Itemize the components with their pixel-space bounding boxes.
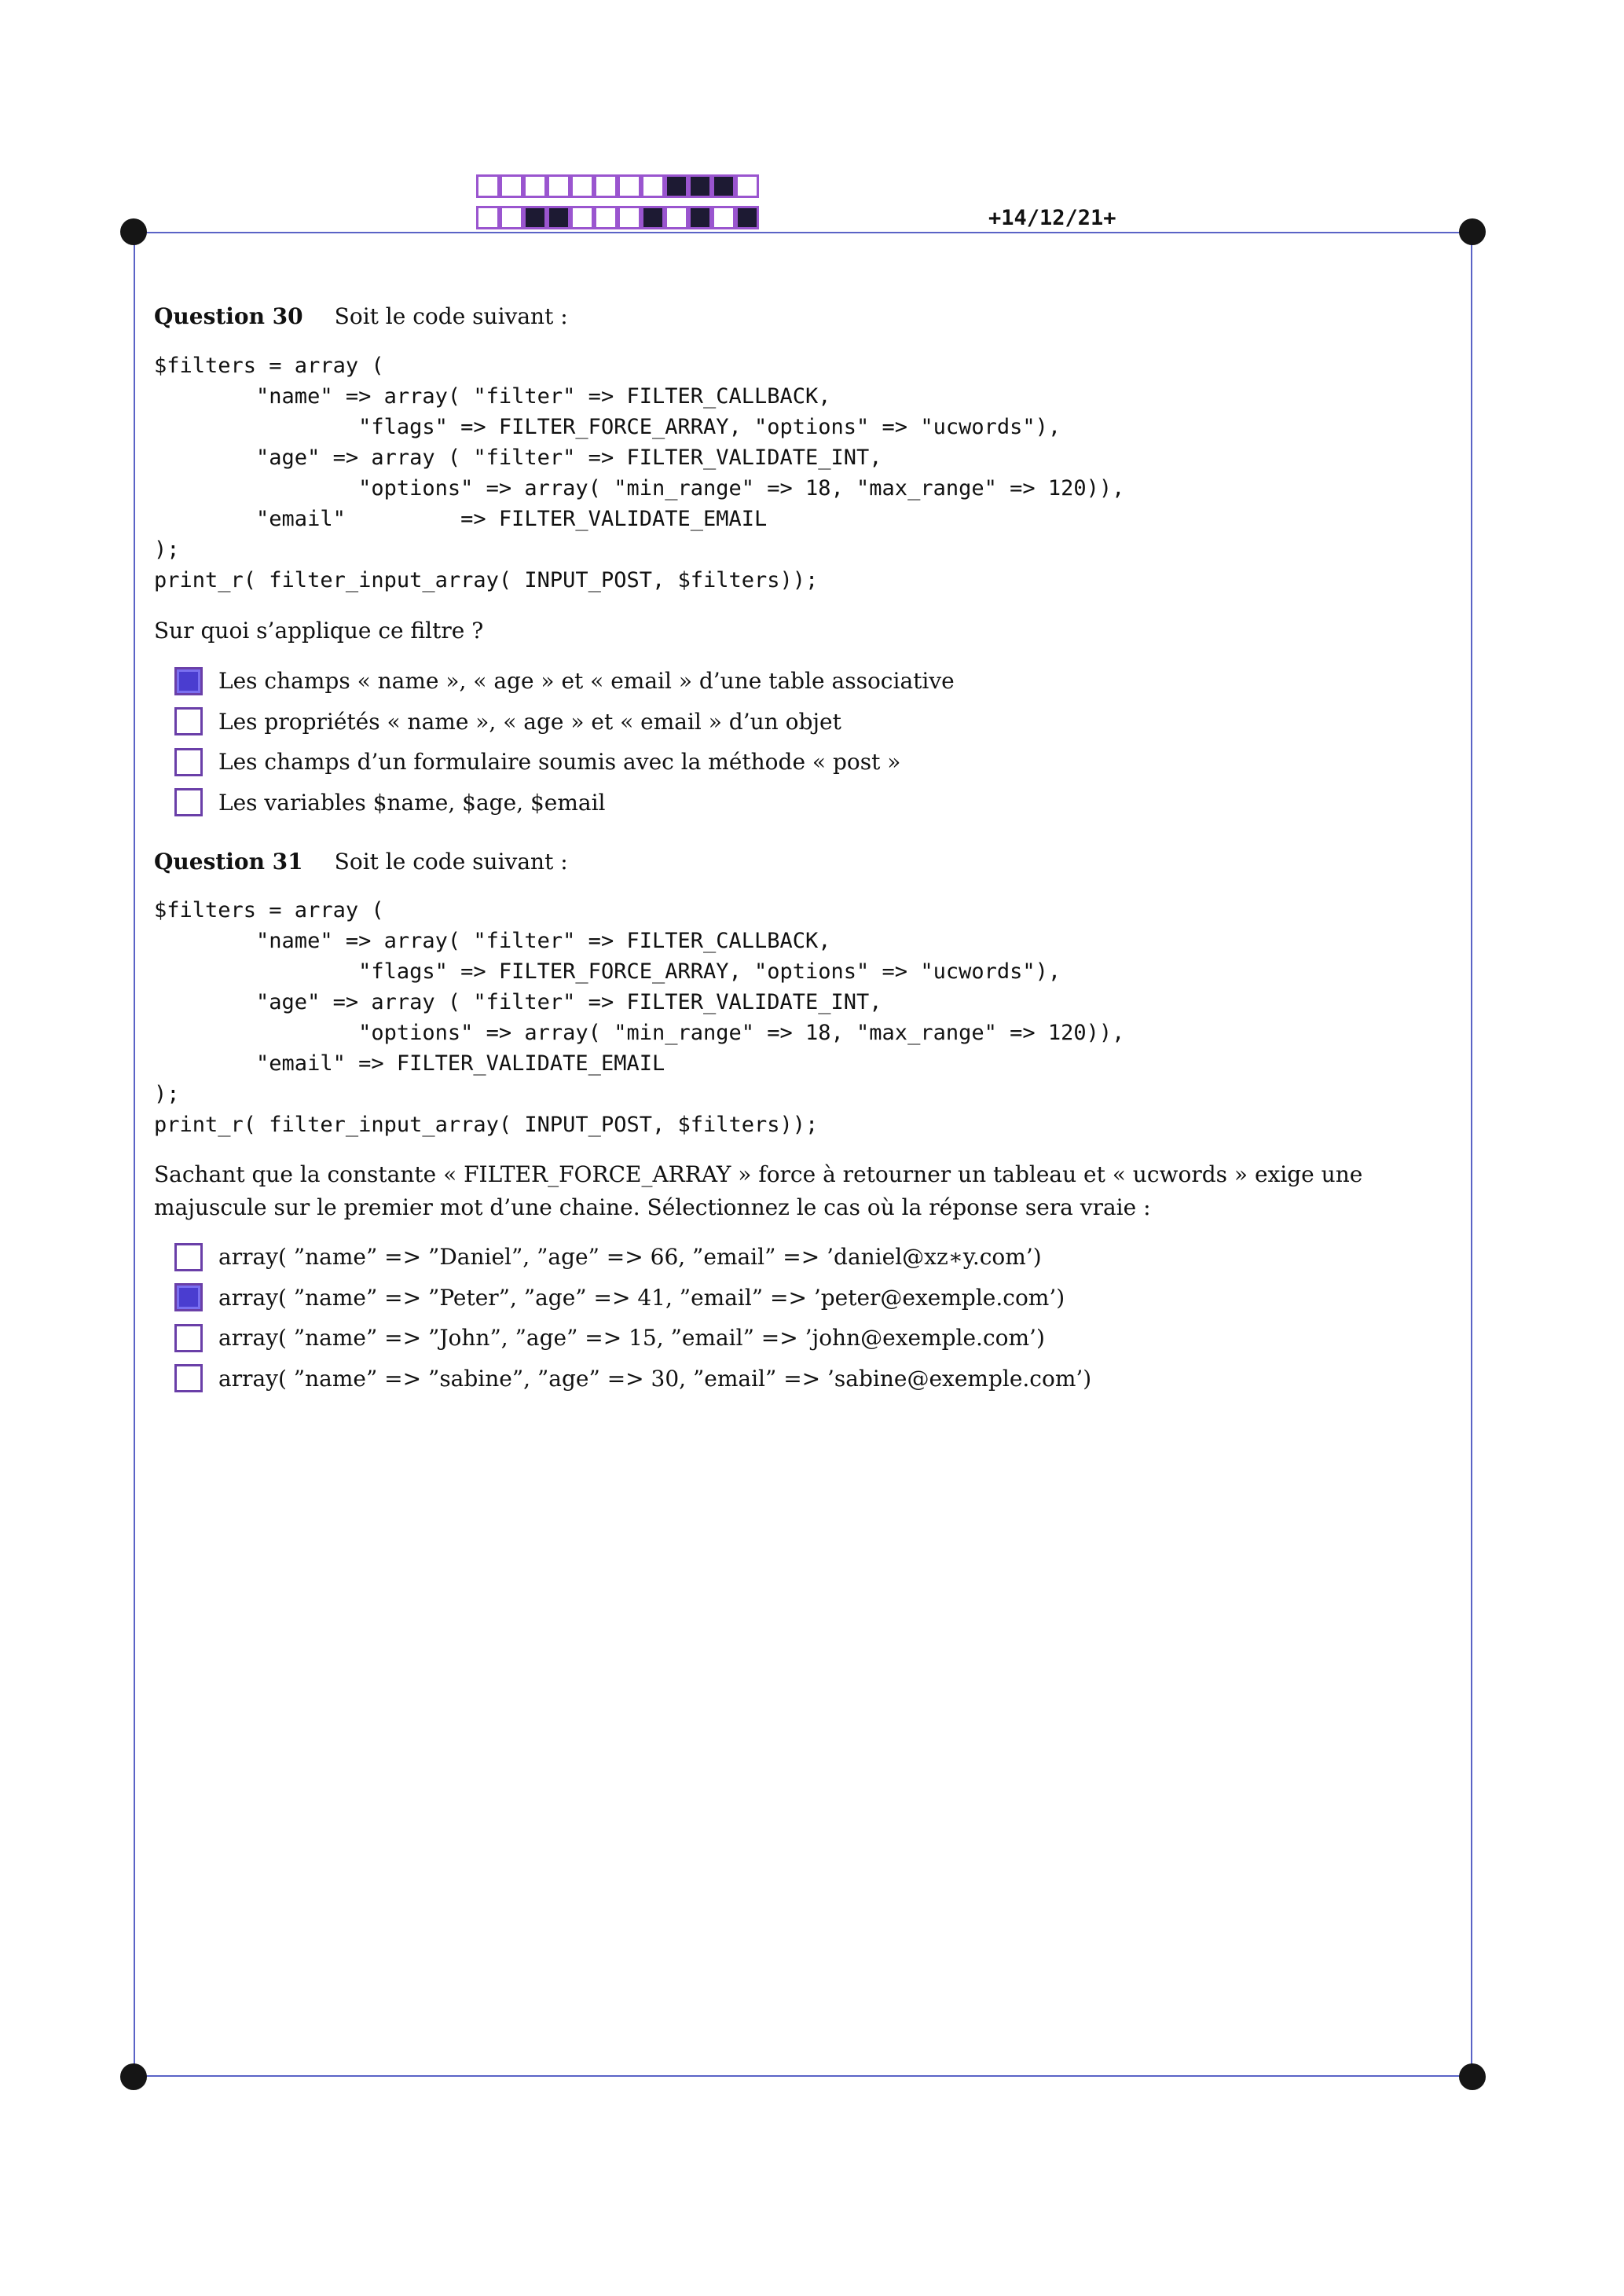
answer-option[interactable]: [174, 783, 955, 823]
question-30-prompt: Sur quoi s’applique ce filtre ?: [154, 618, 484, 644]
answer-option[interactable]: [174, 1318, 1091, 1359]
corner-mark-icon: [120, 218, 147, 245]
barcode-cell: [688, 206, 712, 229]
answer-option[interactable]: [174, 1359, 1091, 1399]
barcode-cell: [594, 206, 618, 229]
answer-label: array( ”name” => ”John”, ”age” => 15, ”email” => ’john@exemple.com’): [218, 1325, 1045, 1352]
question-31-code: $filters = array ( "name" => array( "filter" => FILTER_CALLBACK, "flags" => FILTER_FORCE_ARRAY, "options" => "ucwords"), "age" => array ( "filter" => FILTER_VALIDATE_INT, "options" => array( "min_range" => 18, "max_range" => 120)), "email" => FILTER_VALIDATE_EMAIL ); print_r( filter_input_array( INPUT_POST, $filters));: [154, 898, 1125, 1137]
barcode-cell: [712, 206, 735, 229]
corner-mark-icon: [1459, 218, 1486, 245]
barcode-cell: [476, 206, 500, 229]
barcode-cell: [476, 174, 500, 198]
barcode-cell: [665, 174, 688, 198]
barcode-cell: [735, 174, 759, 198]
question-number: Question 31: [154, 849, 303, 875]
corner-mark-icon: [1459, 2063, 1486, 2090]
barcode-cell: [547, 206, 570, 229]
answer-option[interactable]: [174, 702, 955, 743]
barcode-cell: [547, 174, 570, 198]
checkbox[interactable]: [174, 707, 203, 735]
answer-option[interactable]: [174, 742, 955, 783]
checkbox[interactable]: [174, 1283, 203, 1311]
barcode-cell: [641, 174, 665, 198]
checkbox[interactable]: [174, 1324, 203, 1352]
answer-label: array( ”name” => ”Peter”, ”age” => 41, ”email” => ’peter@exemple.com’): [218, 1284, 1065, 1311]
question-30-answers: [174, 661, 955, 823]
barcode-cell: [523, 174, 547, 198]
barcode-cell: [618, 174, 641, 198]
barcode-cell: [712, 174, 735, 198]
checkbox[interactable]: [174, 667, 203, 695]
question-30-code: $filters = array ( "name" => array( "filter" => FILTER_CALLBACK, "flags" => FILTER_FORCE_ARRAY, "options" => "ucwords"), "age" => array ( "filter" => FILTER_VALIDATE_INT, "options" => array( "min_range" => 18, "max_range" => 120)), "email" => FILTER_VALIDATE_EMAIL ); print_r( filter_input_array( INPUT_POST, $filters));: [154, 354, 1125, 592]
checkbox[interactable]: [174, 1364, 203, 1392]
barcode-cell: [618, 206, 641, 229]
answer-label: Les propriétés « name », « age » et « email » d’un objet: [218, 708, 841, 735]
question-30-heading: [154, 303, 568, 329]
answer-label: Les champs « name », « age » et « email » d’une table associative: [218, 668, 955, 695]
question-number: Question 30: [154, 303, 303, 329]
question-31-prompt: Sachant que la constante « FILTER_FORCE_ARRAY » force à retourner un tableau et « ucwords » exige une majuscule sur le premier mot d’une chaine. Sélectionnez le cas où la réponse sera vraie :: [154, 1161, 1363, 1220]
corner-mark-icon: [120, 2063, 147, 2090]
barcode-cell: [570, 206, 594, 229]
barcode-cell: [688, 174, 712, 198]
barcode-cell: [570, 174, 594, 198]
barcode-cell: [735, 206, 759, 229]
barcode-cell: [500, 174, 523, 198]
barcode-cell: [641, 206, 665, 229]
question-intro: Soit le code suivant :: [334, 849, 568, 875]
question-31-heading: [154, 849, 568, 875]
answer-option[interactable]: [174, 1237, 1091, 1278]
page-stamp: +14/12/21+: [988, 206, 1116, 230]
answer-label: Les variables $name, $age, $email: [218, 789, 606, 816]
barcode-cell: [500, 206, 523, 229]
question-intro: Soit le code suivant :: [334, 303, 568, 329]
barcode-row-1: [476, 174, 759, 198]
checkbox[interactable]: [174, 788, 203, 816]
checkbox[interactable]: [174, 748, 203, 776]
checkbox[interactable]: [174, 1243, 203, 1271]
barcode-row-2: [476, 206, 759, 229]
barcode-cell: [523, 206, 547, 229]
answer-option[interactable]: [174, 1278, 1091, 1319]
barcode-cell: [665, 206, 688, 229]
question-31-answers: [174, 1237, 1091, 1399]
answer-label: Les champs d’un formulaire soumis avec la méthode « post »: [218, 749, 901, 776]
answer-label: array( ”name” => ”sabine”, ”age” => 30, ”email” => ’sabine@exemple.com’): [218, 1365, 1092, 1392]
answer-label: array( ”name” => ”Daniel”, ”age” => 66, ”email” => ’daniel@xz∗y.com’): [218, 1244, 1042, 1271]
answer-option[interactable]: [174, 661, 955, 702]
barcode-cell: [594, 174, 618, 198]
